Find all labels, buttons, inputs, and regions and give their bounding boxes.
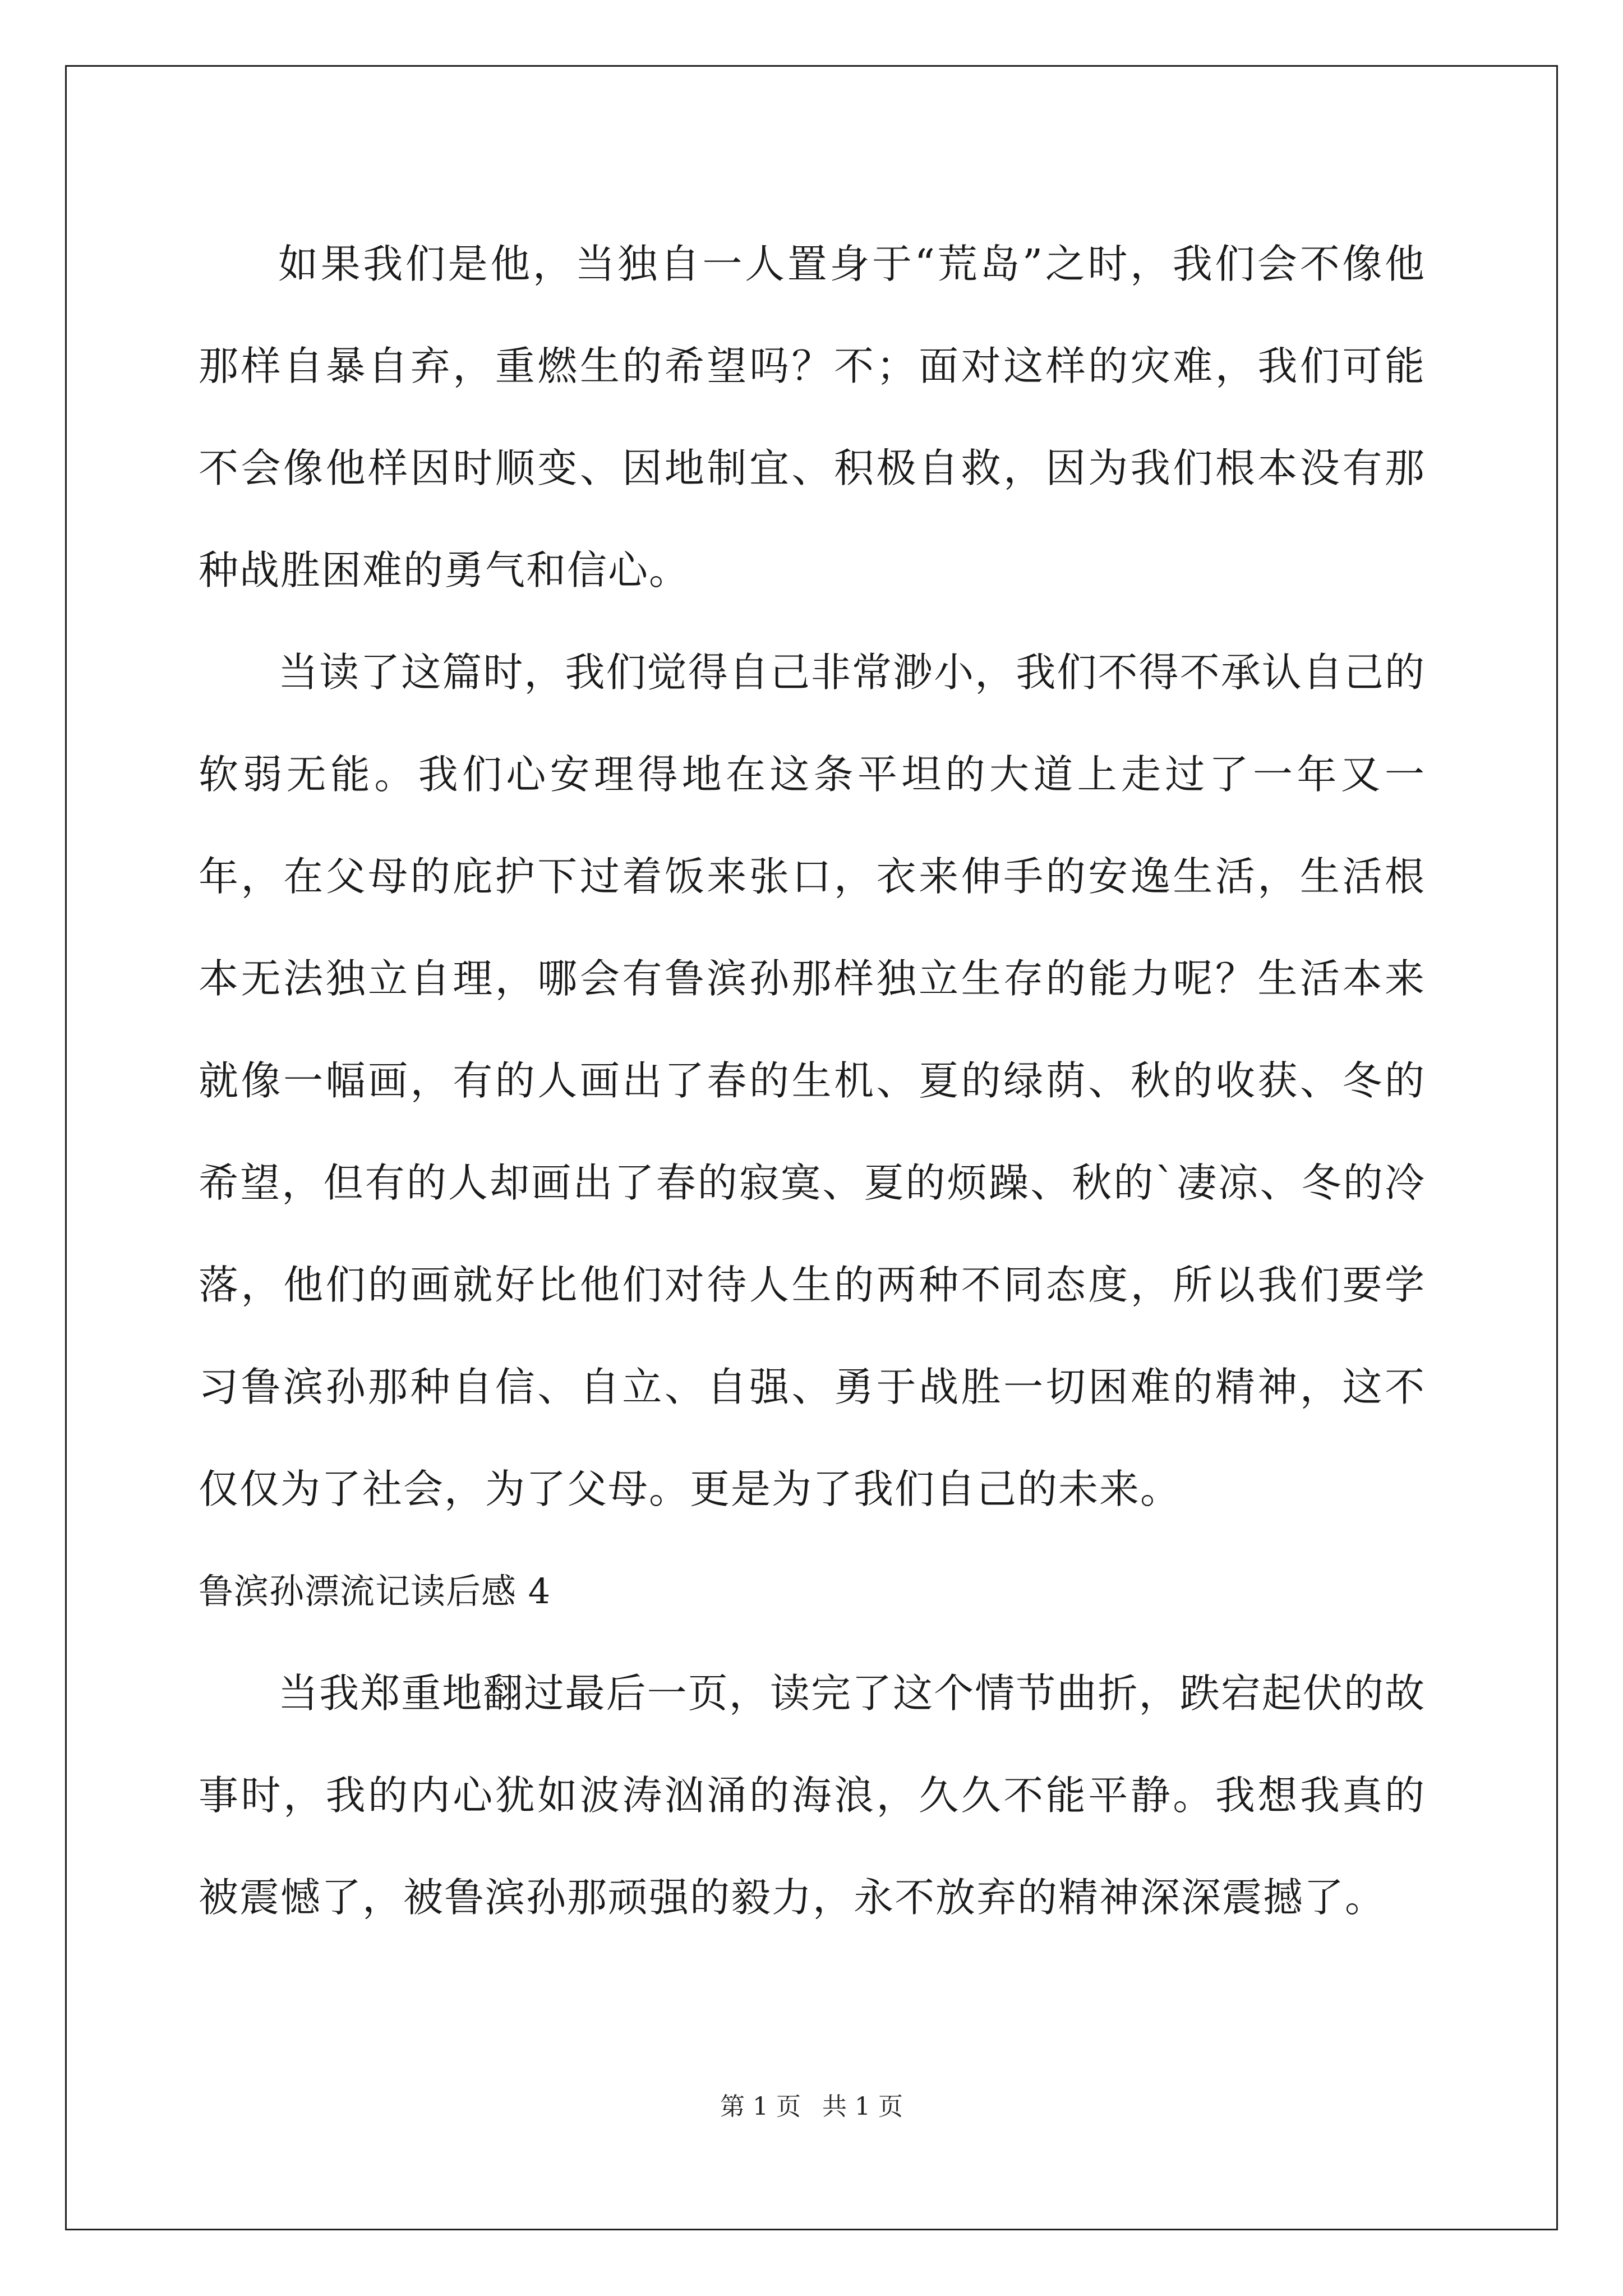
document-body [199,213,1426,1949]
page-total: 共 1 页 [822,2092,903,2121]
paragraph-1: 如果我们是他，当独自一人置身于“荒岛”之时，我们会不像他那样自暴自弃，重燃生的希望吗？不；面对这样的灾难，我们可能不会像他样因时顺变、因地制宜、积极自救，因为我们根本没有那种战胜困难的勇气和信心。 [199,241,1426,593]
section-heading: 鲁滨孙漂流记读后感 4 [199,1571,551,1612]
paragraph-3: 当我郑重地翻过最后一页，读完了这个情节曲折，跌宕起伏的故事时，我的内心犹如波涛汹涌的海浪，久久不能平静。我想我真的被震憾了，被鲁滨孙那顽强的毅力，永不放弃的精神深深震撼了。 [199,1670,1426,1921]
page-number: 第 1 页 [720,2092,801,2121]
page-footer [0,2090,1623,2124]
paragraph-2: 当读了这篇时，我们觉得自己非常渺小，我们不得不承认自己的软弱无能。我们心安理得地在这条平坦的大道上走过了一年又一年，在父母的庇护下过着饭来张口，衣来伸手的安逸生活，生活根本无法独立自理，哪会有鲁滨孙那样独立生存的能力呢？生活本来就像一幅画，有的人画出了春的生机、夏的绿荫、秋的收获、冬的希望，但有的人却画出了春的寂寞、夏的烦躁、秋的`凄凉、冬的冷落，他们的画就好比他们对待人生的两种不同态度，所以我们要学习鲁滨孙那种自信、自立、自强、勇于战胜一切困难的精神，这不仅仅为了社会，为了父母。更是为了我们自己的未来。 [199,649,1426,1512]
